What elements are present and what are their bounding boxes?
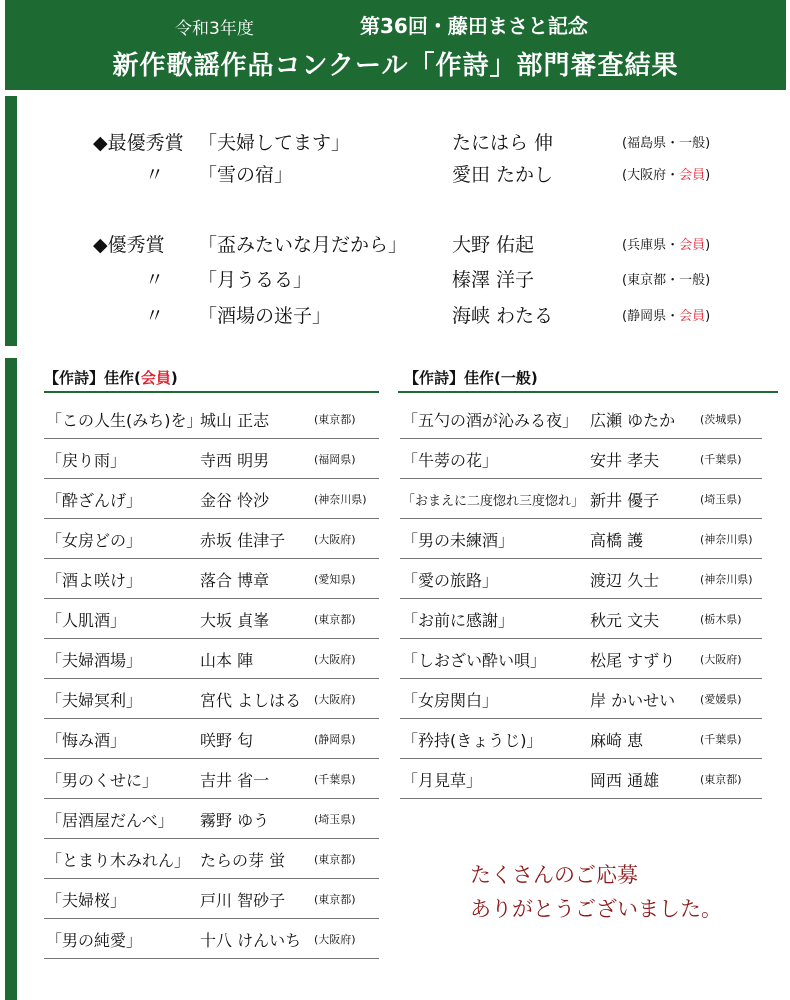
entry-prefecture: (愛媛県): [700, 693, 742, 706]
entry-name: 金谷 怜沙: [200, 491, 270, 510]
entry-name: 秋元 文夫: [590, 611, 660, 630]
award-name: 大野 佑起: [452, 234, 535, 256]
general-list-header: 【作詩】佳作(一般): [404, 369, 538, 387]
award-category: 一般: [679, 136, 706, 151]
award-name: 海峡 わたる: [452, 305, 554, 327]
list-item: [44, 798, 379, 839]
award-category: 会員: [679, 238, 706, 253]
award-label: 〃: [145, 164, 165, 186]
entry-name: 渡辺 久士: [590, 571, 660, 590]
entry-prefecture: (大阪府): [314, 693, 356, 706]
entry-name: 寺西 明男: [200, 451, 270, 470]
list-item: [44, 438, 379, 479]
entry-name: 宮代 よしはる: [200, 691, 302, 710]
list-item: [400, 718, 762, 759]
general-header-underline: [398, 391, 778, 393]
entry-name: 麻崎 恵: [590, 731, 644, 750]
entry-title: 「お前に感謝」: [402, 611, 515, 630]
entry-prefecture: (神奈川県): [700, 533, 753, 546]
entry-title: 「悔み酒」: [46, 731, 127, 750]
member-list-header: [44, 367, 178, 388]
entry-title: 「戻り雨」: [46, 451, 127, 470]
awards-side-bar: [5, 96, 17, 346]
award-name: 榛澤 洋子: [452, 269, 535, 291]
entry-name: 岡西 通雄: [590, 771, 660, 790]
entry-prefecture: (千葉県): [700, 733, 742, 746]
list-item: [44, 918, 379, 959]
thanks-line-2: ありがとうございました。: [470, 897, 722, 921]
page-title: 新作歌謡作品コンクール「作詩」部門審査結果: [112, 51, 679, 81]
entry-title: 「しおざい酔い唄」: [402, 651, 547, 670]
award-pref: (兵庫県・会員): [622, 238, 711, 253]
entry-name: 新井 優子: [590, 491, 660, 510]
entry-name: 松尾 すずり: [590, 651, 676, 670]
entry-prefecture: (栃木県): [700, 613, 742, 626]
entry-prefecture: (東京都): [700, 773, 742, 786]
entry-prefecture: (千葉県): [700, 453, 742, 466]
list-item: [400, 678, 762, 719]
award-category: 会員: [679, 309, 706, 324]
award-pref-text: (大阪府・: [622, 168, 680, 183]
entry-prefecture: (神奈川県): [700, 573, 753, 586]
award-pref: (静岡県・会員): [622, 309, 711, 324]
entry-name: 岸 かいせい: [590, 691, 676, 710]
award-pref-text: (東京都・: [622, 273, 680, 288]
award-pref: (福島県・一般): [622, 136, 711, 151]
entry-title: 「とまり木みれん」: [46, 851, 191, 870]
list-item: [44, 718, 379, 759]
entry-prefecture: (静岡県): [314, 733, 356, 746]
header-year: 令和3年度: [175, 19, 254, 39]
entry-prefecture: (大阪府): [700, 653, 742, 666]
entry-title: 「居酒屋だんべ」: [46, 811, 174, 830]
entry-prefecture: (東京都): [314, 853, 356, 866]
entry-prefecture: (埼玉県): [314, 813, 356, 826]
list-item: [400, 398, 762, 439]
entry-prefecture: (愛知県): [314, 573, 356, 586]
entry-title: 「女房関白」: [402, 691, 499, 710]
entry-title: 「人肌酒」: [46, 611, 127, 630]
entry-title: 「五勺の酒が沁みる夜」: [402, 411, 579, 430]
list-item: [44, 758, 379, 799]
list-item: [44, 518, 379, 559]
list-item: [44, 598, 379, 639]
entry-title: 「酔ざんげ」: [46, 491, 143, 510]
entry-prefecture: (大阪府): [314, 533, 356, 546]
award-label: ◆最優秀賞: [93, 132, 184, 154]
thanks-line-1: たくさんのご応募: [470, 863, 638, 887]
member-header-underline: [44, 391, 379, 393]
entry-name: 霧野 ゆう: [200, 811, 270, 830]
list-item: [44, 398, 379, 439]
entry-name: 咲野 匂: [200, 731, 254, 750]
award-category: 一般: [679, 273, 706, 288]
entry-name: 大坂 貞峯: [200, 611, 270, 630]
list-item: [44, 638, 379, 679]
honorable-side-bar: [5, 358, 17, 1000]
entry-name: 吉井 省一: [200, 771, 270, 790]
award-pref: (大阪府・会員): [622, 168, 711, 183]
entry-prefecture: (埼玉県): [700, 493, 742, 506]
award-label: ◆優秀賞: [93, 234, 165, 256]
entry-title: 「牛蒡の花」: [402, 451, 499, 470]
list-item: [44, 878, 379, 919]
entry-prefecture: (大阪府): [314, 933, 356, 946]
list-item: [400, 598, 762, 639]
list-item: [400, 638, 762, 679]
entry-prefecture: (福岡県): [314, 453, 356, 466]
entry-title: 「男のくせに」: [46, 771, 159, 790]
entry-title: 「女房どの」: [46, 531, 143, 550]
entry-title: 「おまえに二度惚れ三度惚れ」: [402, 494, 585, 509]
thanks-message: [470, 858, 722, 926]
entry-prefecture: (千葉県): [314, 773, 356, 786]
entry-title: 「愛の旅路」: [402, 571, 499, 590]
list-item: [44, 838, 379, 879]
entry-name: 赤坂 佳津子: [200, 531, 286, 550]
page-header: [5, 0, 786, 90]
entry-title: 「酒よ咲け」: [46, 571, 143, 590]
entry-name: たらの芽 蛍: [200, 851, 286, 870]
award-title: 「盃みたいな月だから」: [198, 234, 408, 256]
list-item: [44, 558, 379, 599]
award-pref-text: (兵庫県・: [622, 238, 680, 253]
entry-prefecture: (茨城県): [700, 413, 742, 426]
entry-name: 安井 孝夫: [590, 451, 660, 470]
entry-title: 「夫婦桜」: [46, 891, 127, 910]
award-label: 〃: [145, 269, 165, 291]
entry-title: 「矜持(きょうじ)」: [402, 731, 543, 750]
award-name: たにはら 伸: [452, 132, 554, 154]
entry-prefecture: (大阪府): [314, 653, 356, 666]
entry-name: 落合 博章: [200, 571, 270, 590]
entry-prefecture: (東京都): [314, 613, 356, 626]
member-header-suffix: ): [170, 369, 178, 387]
entry-title: 「この人生(みち)を」: [46, 411, 203, 430]
list-item: [400, 438, 762, 479]
award-pref-text: (福島県・: [622, 136, 680, 151]
header-edition: 第36回・藤田まさと記念: [360, 14, 588, 38]
entry-title: 「夫婦冥利」: [46, 691, 143, 710]
entry-prefecture: (東京都): [314, 893, 356, 906]
award-pref-text: (静岡県・: [622, 309, 680, 324]
member-header-category: 会員: [140, 369, 171, 387]
list-item: [400, 518, 762, 559]
list-item: [400, 558, 762, 599]
award-pref: (東京都・一般): [622, 273, 711, 288]
list-item: [400, 478, 762, 519]
entry-prefecture: (東京都): [314, 413, 356, 426]
entry-name: 山本 陣: [200, 651, 254, 670]
award-name: 愛田 たかし: [452, 164, 554, 186]
award-title: 「月うるる」: [198, 269, 313, 291]
award-title: 「雪の宿」: [198, 164, 294, 186]
entry-name: 広瀬 ゆたか: [590, 411, 676, 430]
entry-prefecture: (神奈川県): [314, 493, 367, 506]
entry-name: 高橋 護: [590, 531, 644, 550]
award-title: 「酒場の迷子」: [198, 305, 332, 327]
entry-title: 「男の純愛」: [46, 931, 143, 950]
entry-name: 城山 正志: [200, 411, 270, 430]
award-label: 〃: [145, 305, 165, 327]
entry-title: 「男の未練酒」: [402, 531, 515, 550]
list-item: [44, 478, 379, 519]
entry-title: 「月見草」: [402, 771, 483, 790]
list-item: [44, 678, 379, 719]
award-title: 「夫婦してます」: [198, 132, 351, 154]
list-item: [400, 758, 762, 799]
entry-name: 十八 けんいち: [200, 931, 302, 950]
award-category: 会員: [679, 168, 706, 183]
entry-title: 「夫婦酒場」: [46, 651, 143, 670]
member-header-prefix: 【作詩】佳作(: [44, 369, 141, 387]
entry-name: 戸川 智砂子: [200, 891, 286, 910]
